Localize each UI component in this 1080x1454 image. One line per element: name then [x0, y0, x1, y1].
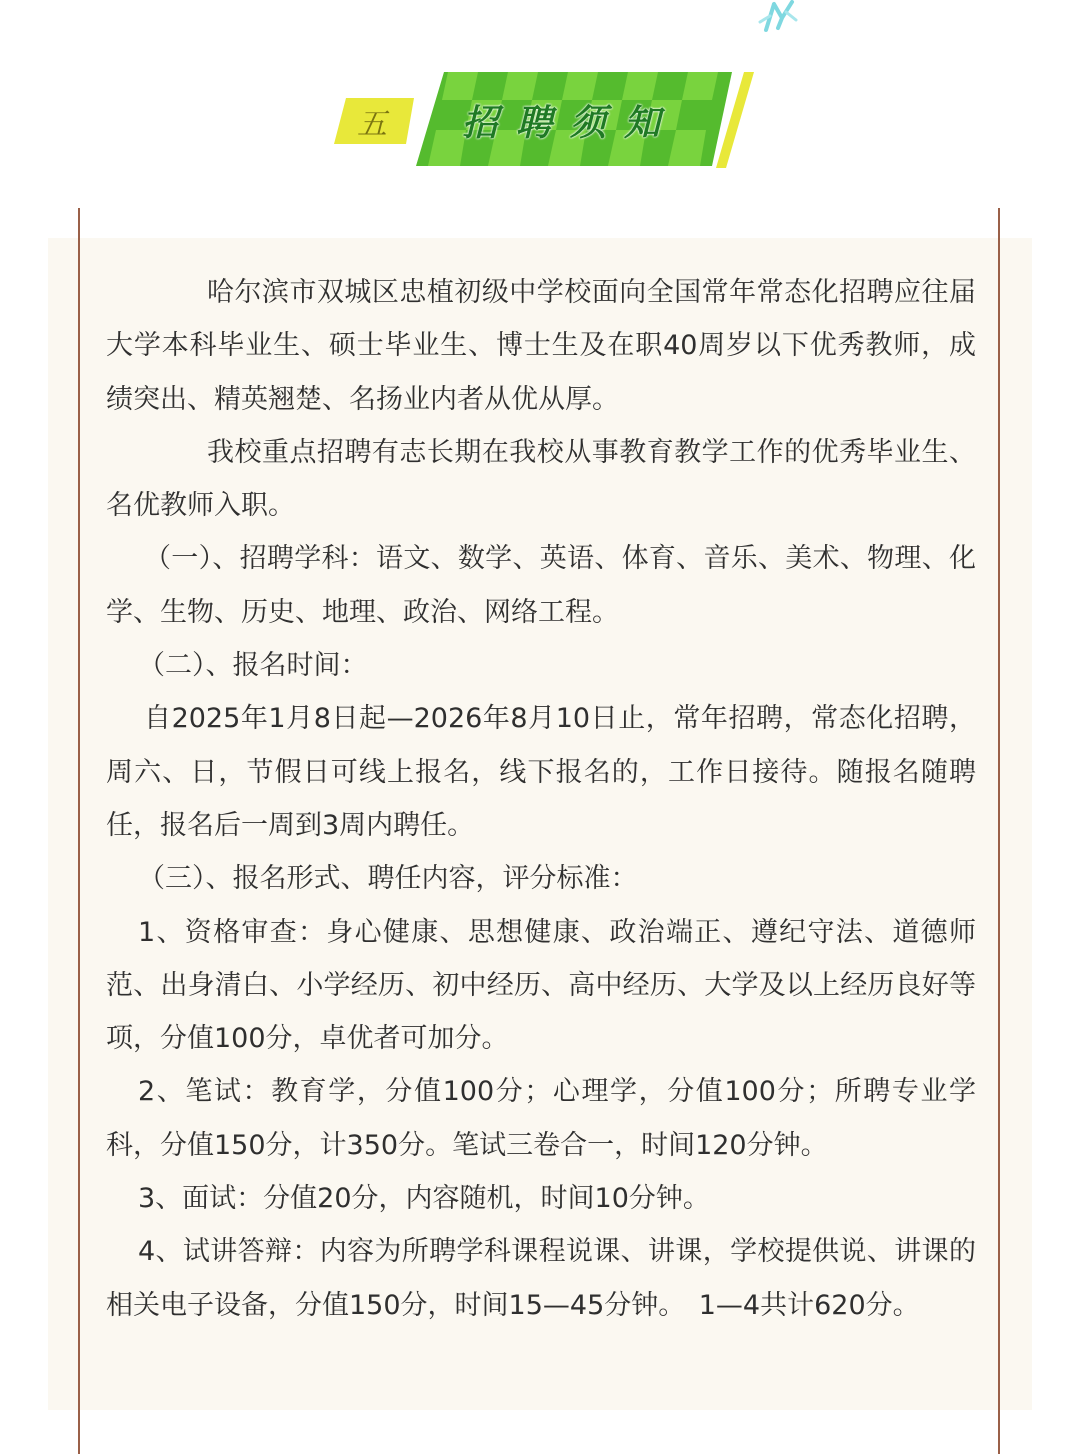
- paragraph-qualification: 1、资格审查：身心健康、思想健康、政治端正、遵纪守法、道德师范、出身清白、小学经历、初中经历、高中经历、大学及以上经历良好等项，分值100分，卓优者可加分。: [106, 916, 976, 1055]
- section-banner: [0, 60, 1080, 180]
- paragraph-subjects: （一）、招聘学科：语文、数学、英语、体育、音乐、美术、物理、化学、生物、历史、地理、政治、网络工程。: [106, 543, 976, 628]
- notice-body: [106, 266, 976, 1332]
- section-number: 五: [357, 107, 387, 142]
- left-divider: [78, 208, 80, 1454]
- paragraph-time-heading: （二）、报名时间：: [138, 650, 368, 682]
- paragraph-intro: 哈尔滨市双城区忠植初级中学校面向全国常年常态化招聘应往届大学本科毕业生、硕士毕业生、博士生及在职40周岁以下优秀教师，成绩突出、精英翘楚、名扬业内者从优从厚。: [106, 277, 976, 415]
- paragraph-trial-lecture: 4、试讲答辩：内容为所聘学科课程说课、讲课，学校提供说、讲课的相关电子设备，分值150分，时间15—45分钟。 1—4共计620分。: [106, 1236, 976, 1321]
- paragraph-written-test: 2、笔试：教育学，分值100分；心理学，分值100分；所聘专业学科，分值150分，计350分。笔试三卷合一，时间120分钟。: [106, 1076, 976, 1161]
- right-divider: [998, 208, 1000, 1454]
- paragraph-focus: 我校重点招聘有志长期在我校从事教育教学工作的优秀毕业生、名优教师入职。: [106, 436, 976, 522]
- paragraph-interview: 3、面试：分值20分，内容随机，时间10分钟。: [138, 1183, 710, 1215]
- section-title: 招聘须知: [461, 102, 678, 144]
- paragraph-form-heading: （三）、报名形式、聘任内容，评分标准：: [138, 863, 638, 895]
- paragraph-time: 自2025年1月8日起—2026年8月10日止，常年招聘，常态化招聘，周六、日，节假日可线上报名，线下报名的，工作日接待。随报名随聘任，报名后一周到3周内聘任。: [106, 703, 976, 841]
- sparkle-icon: [752, 0, 812, 40]
